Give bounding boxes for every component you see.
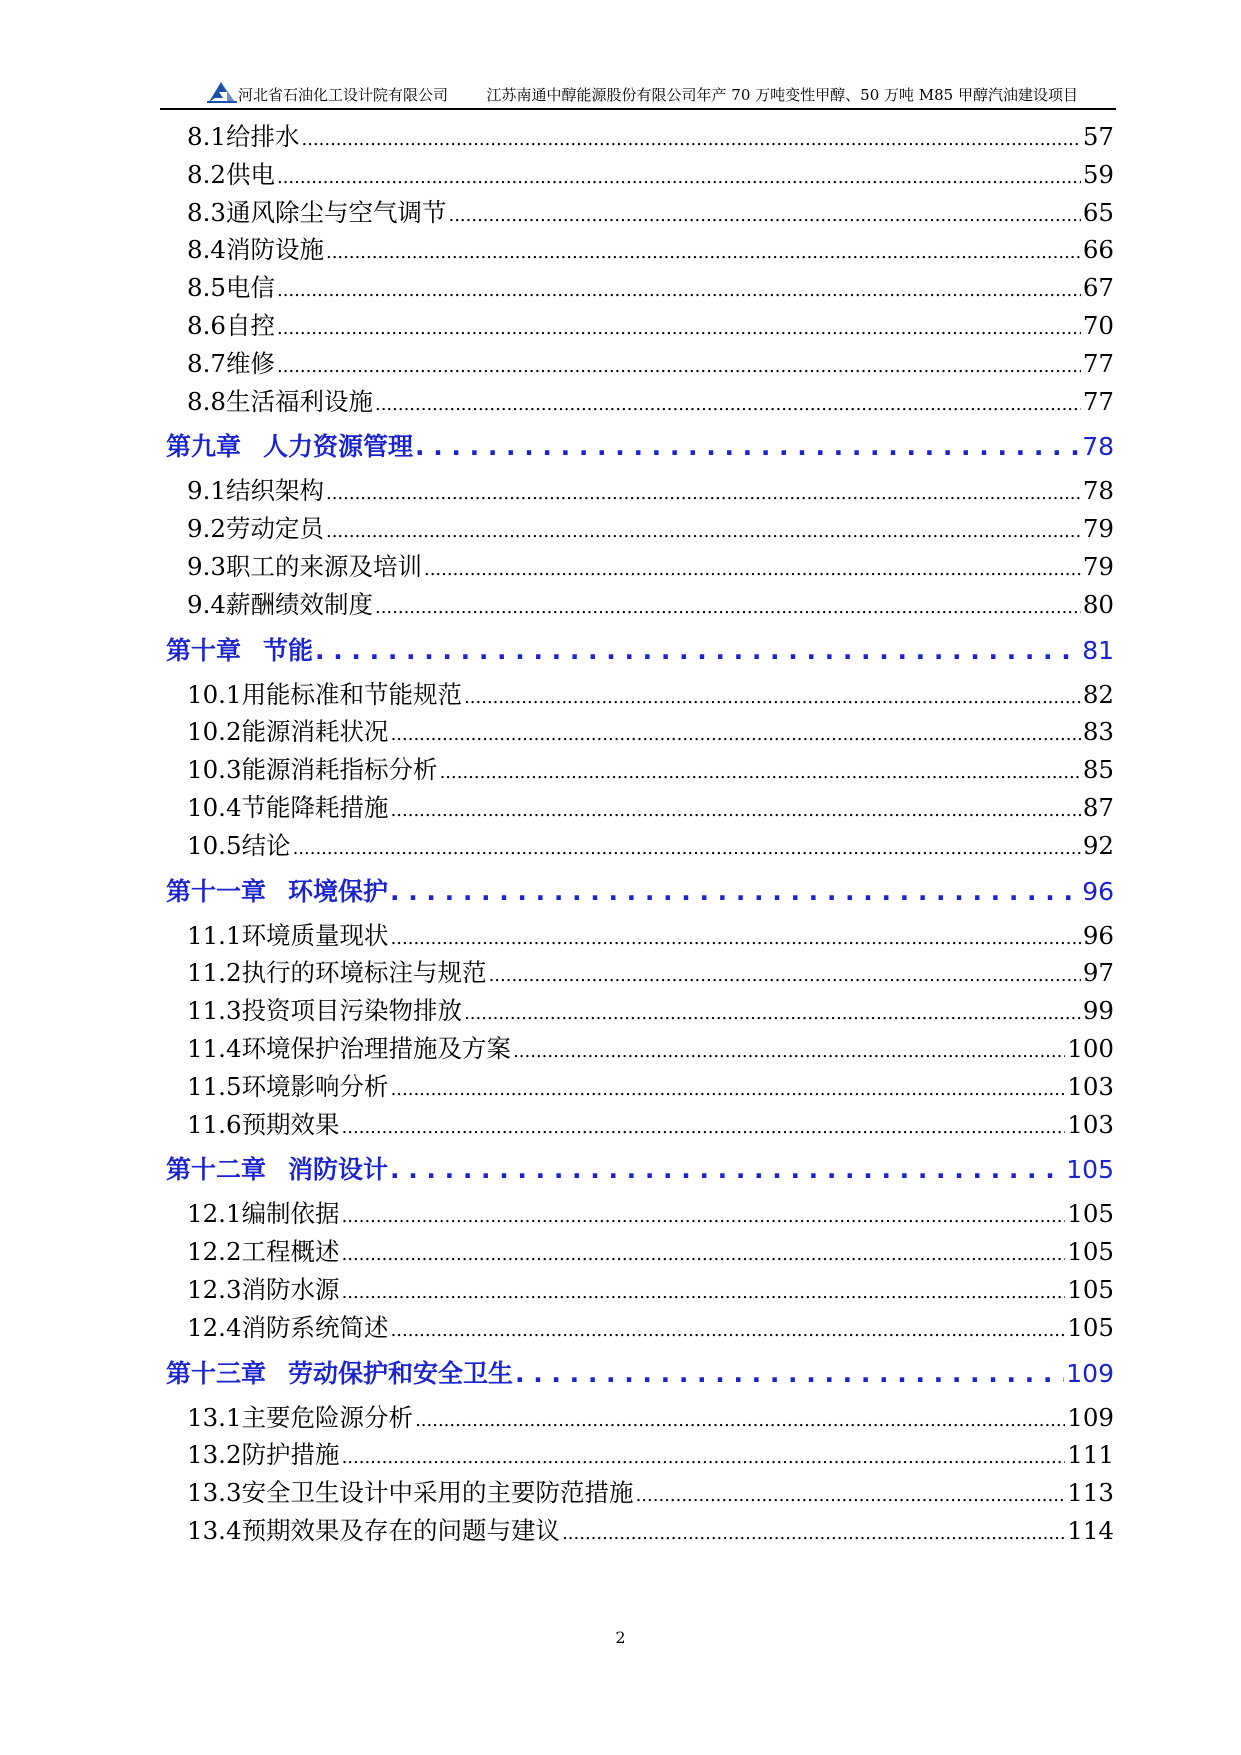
toc-section-entry[interactable] — [166, 1399, 1114, 1437]
toc-section-entry[interactable] — [166, 383, 1114, 421]
toc-section-entry[interactable] — [166, 1233, 1114, 1271]
toc-chapter-entry[interactable] — [166, 865, 1114, 917]
toc-entry-page: 111 — [1067, 1440, 1114, 1470]
toc-entry-number: 12.4 — [187, 1312, 242, 1342]
toc-section-entry[interactable] — [166, 118, 1114, 156]
toc-entry-number: 8.5 — [187, 273, 226, 303]
toc-section-entry[interactable] — [166, 586, 1114, 624]
toc-dot-leader — [277, 345, 1081, 386]
toc-section-entry[interactable] — [166, 231, 1114, 269]
toc-entry-page: 81 — [1082, 635, 1114, 665]
toc-entry-number: 10.4 — [187, 792, 242, 822]
toc-entry-number: 10.3 — [187, 755, 242, 785]
toc-entry-number: 11.2 — [187, 958, 242, 988]
toc-section-entry[interactable] — [166, 751, 1114, 789]
toc-dot-leader — [464, 676, 1081, 717]
header-divider — [160, 108, 1116, 110]
toc-entry-number: 9.3 — [187, 551, 226, 581]
toc-entry-number: 13.4 — [187, 1515, 242, 1545]
toc-entry-title: 结织架构 — [225, 476, 324, 506]
toc-section-entry[interactable] — [166, 1271, 1114, 1309]
table-of-contents — [166, 118, 1114, 1550]
toc-dot-leader — [326, 510, 1081, 551]
toc-entry-title: 节能降耗措施 — [241, 792, 389, 822]
toc-entry-number: 13.2 — [187, 1440, 242, 1470]
toc-chapter-entry[interactable] — [166, 420, 1114, 472]
toc-section-entry[interactable] — [166, 676, 1114, 714]
toc-entry-number: 8.2 — [187, 159, 226, 189]
toc-entry-title: 自控 — [225, 310, 275, 340]
toc-entry-title: 能源消耗状况 — [241, 717, 389, 747]
toc-dot-leader — [277, 156, 1081, 197]
toc-entry-page: 105 — [1066, 1155, 1114, 1185]
toc-dot-leader — [391, 789, 1081, 830]
toc-entry-number: 11.5 — [187, 1071, 242, 1101]
toc-entry-page: 96 — [1082, 876, 1114, 906]
toc-dot-leader — [342, 1271, 1066, 1312]
toc-entry-title: 安全卫生设计中采用的主要防范措施 — [241, 1478, 634, 1508]
toc-dot-leader — [415, 1399, 1065, 1440]
toc-entry-page: 66 — [1082, 235, 1114, 265]
toc-entry-number: 11.3 — [187, 996, 242, 1026]
toc-entry-number: 第十二章 — [166, 1155, 267, 1185]
toc-dot-leader — [293, 827, 1081, 868]
toc-entry-title: 工程概述 — [241, 1237, 340, 1267]
toc-entry-title: 消防设计 — [288, 1155, 389, 1185]
toc-dot-leader — [342, 1195, 1066, 1236]
toc-entry-page: 67 — [1082, 273, 1114, 303]
toc-entry-title: 给排水 — [225, 122, 300, 151]
toc-section-entry[interactable] — [166, 1474, 1114, 1512]
toc-entry-title: 环境保护治理措施及方案 — [241, 1033, 512, 1063]
toc-entry-title: 环境保护 — [288, 876, 389, 906]
toc-dot-leader — [464, 992, 1081, 1033]
toc-entry-page: 114 — [1067, 1515, 1114, 1545]
toc-entry-number: 8.1 — [187, 122, 226, 151]
toc-entry-number: 8.7 — [187, 348, 226, 378]
toc-entry-title: 预期效果及存在的问题与建议 — [241, 1515, 561, 1545]
toc-dot-leader — [515, 1349, 1064, 1399]
toc-entry-number: 10.5 — [187, 830, 242, 860]
toc-entry-number: 第十三章 — [166, 1358, 267, 1388]
toc-dot-leader — [390, 1145, 1064, 1195]
toc-chapter-entry[interactable] — [166, 624, 1114, 676]
toc-entry-title: 供电 — [225, 159, 275, 189]
toc-section-entry[interactable] — [166, 827, 1114, 865]
toc-entry-number: 8.4 — [187, 235, 226, 265]
toc-dot-leader — [326, 472, 1081, 513]
toc-entry-page: 100 — [1067, 1033, 1114, 1063]
toc-entry-page: 99 — [1082, 996, 1114, 1026]
toc-entry-title: 投资项目污染物排放 — [241, 996, 463, 1026]
toc-section-entry[interactable] — [166, 1195, 1114, 1233]
toc-dot-leader — [342, 1436, 1066, 1477]
toc-entry-title: 职工的来源及培训 — [225, 551, 422, 581]
toc-entry-number: 11.4 — [187, 1033, 242, 1063]
toc-chapter-entry[interactable] — [166, 1347, 1114, 1399]
toc-entry-number: 9.1 — [187, 476, 226, 506]
toc-entry-number: 第九章 — [166, 432, 242, 462]
toc-entry-page: 105 — [1067, 1312, 1114, 1342]
toc-entry-title: 维修 — [225, 348, 275, 378]
toc-entry-number: 10.2 — [187, 717, 242, 747]
toc-entry-title: 人力资源管理 — [263, 432, 414, 462]
toc-section-entry[interactable] — [166, 156, 1114, 194]
toc-entry-title: 劳动定员 — [225, 514, 324, 544]
toc-entry-number: 11.6 — [187, 1109, 242, 1139]
toc-dot-leader — [562, 1512, 1065, 1553]
toc-dot-leader — [424, 548, 1081, 589]
toc-dot-leader — [390, 867, 1080, 917]
toc-entry-title: 结论 — [241, 830, 291, 860]
project-title: 江苏南通中醇能源股份有限公司年产 70 万吨变性甲醇、50 万吨 M85 甲醇汽油建设项目 — [486, 86, 1078, 104]
toc-entry-page: 113 — [1067, 1478, 1114, 1508]
toc-entry-page: 105 — [1067, 1199, 1114, 1229]
toc-entry-number: 12.2 — [187, 1237, 242, 1267]
toc-entry-page: 105 — [1067, 1274, 1114, 1304]
toc-dot-leader — [277, 269, 1081, 310]
toc-entry-title: 通风除尘与空气调节 — [225, 197, 447, 227]
toc-dot-leader — [440, 751, 1081, 792]
toc-entry-page: 79 — [1082, 551, 1114, 581]
toc-section-entry[interactable] — [166, 345, 1114, 383]
toc-entry-page: 77 — [1082, 386, 1114, 416]
toc-section-entry[interactable] — [166, 789, 1114, 827]
page-header — [160, 78, 1116, 108]
toc-entry-page: 109 — [1066, 1358, 1114, 1388]
toc-entry-page: 109 — [1067, 1402, 1114, 1432]
toc-entry-title: 主要危险源分析 — [241, 1402, 414, 1432]
toc-section-entry[interactable] — [166, 1106, 1114, 1144]
toc-entry-number: 11.1 — [187, 920, 242, 950]
page-number: 2 — [615, 1628, 626, 1647]
toc-entry-title: 环境影响分析 — [241, 1071, 389, 1101]
toc-entry-title: 用能标准和节能规范 — [241, 679, 463, 709]
toc-entry-title: 防护措施 — [241, 1440, 340, 1470]
toc-section-entry[interactable] — [166, 1030, 1114, 1068]
toc-entry-page: 79 — [1082, 514, 1114, 544]
toc-entry-page: 78 — [1082, 432, 1114, 462]
toc-entry-title: 消防系统简述 — [241, 1312, 389, 1342]
toc-entry-number: 9.2 — [187, 514, 226, 544]
toc-entry-page: 78 — [1082, 476, 1114, 506]
toc-section-entry[interactable] — [166, 713, 1114, 751]
toc-entry-title: 环境质量现状 — [241, 920, 389, 950]
company-logo-icon — [207, 80, 237, 104]
toc-dot-leader — [342, 1233, 1066, 1274]
toc-section-entry[interactable] — [166, 917, 1114, 955]
toc-dot-leader — [513, 1030, 1065, 1071]
toc-section-entry[interactable] — [166, 510, 1114, 548]
toc-dot-leader — [391, 713, 1081, 754]
company-name: 河北省石油化工设计院有限公司 — [238, 86, 449, 104]
toc-entry-page: 77 — [1082, 348, 1114, 378]
toc-entry-page: 96 — [1082, 920, 1114, 950]
toc-entry-title: 消防设施 — [225, 235, 324, 265]
toc-entry-title: 预期效果 — [241, 1109, 340, 1139]
toc-entry-title: 编制依据 — [241, 1199, 340, 1229]
toc-entry-number: 第十一章 — [166, 876, 267, 906]
toc-entry-page: 80 — [1082, 589, 1114, 619]
toc-dot-leader — [489, 954, 1081, 995]
toc-entry-page: 59 — [1082, 159, 1114, 189]
toc-section-entry[interactable] — [166, 269, 1114, 307]
toc-entry-title: 执行的环境标注与规范 — [241, 958, 487, 988]
toc-entry-page: 103 — [1067, 1071, 1114, 1101]
toc-entry-number: 10.1 — [187, 679, 242, 709]
toc-dot-leader — [391, 1309, 1066, 1350]
toc-entry-number: 8.6 — [187, 310, 226, 340]
toc-section-entry[interactable] — [166, 1309, 1114, 1347]
toc-entry-number: 8.8 — [187, 386, 226, 416]
toc-section-entry[interactable] — [166, 194, 1114, 232]
toc-dot-leader — [636, 1474, 1066, 1515]
toc-section-entry[interactable] — [166, 548, 1114, 586]
toc-section-entry[interactable] — [166, 954, 1114, 992]
toc-entry-number: 12.1 — [187, 1199, 242, 1229]
toc-dot-leader — [448, 194, 1080, 235]
toc-entry-page: 83 — [1082, 717, 1114, 747]
toc-entry-page: 85 — [1082, 755, 1114, 785]
toc-section-entry[interactable] — [166, 307, 1114, 345]
toc-entry-number: 13.3 — [187, 1478, 242, 1508]
toc-dot-leader — [375, 383, 1081, 424]
toc-entry-page: 82 — [1082, 679, 1114, 709]
toc-entry-number: 12.3 — [187, 1274, 242, 1304]
toc-dot-leader — [375, 586, 1081, 627]
toc-section-entry[interactable] — [166, 992, 1114, 1030]
toc-section-entry[interactable] — [166, 472, 1114, 510]
toc-entry-page: 97 — [1082, 958, 1114, 988]
toc-dot-leader — [391, 1068, 1066, 1109]
toc-entry-number: 第十章 — [166, 635, 242, 665]
toc-entry-page: 103 — [1067, 1109, 1114, 1139]
toc-dot-leader — [415, 422, 1080, 472]
toc-entry-title: 生活福利设施 — [225, 386, 373, 416]
toc-chapter-entry[interactable] — [166, 1143, 1114, 1195]
toc-dot-leader — [391, 917, 1081, 958]
toc-dot-leader — [326, 231, 1081, 272]
toc-entry-title: 劳动保护和安全卫生 — [288, 1358, 514, 1388]
toc-entry-page: 65 — [1082, 197, 1114, 227]
toc-entry-number: 8.3 — [187, 197, 226, 227]
toc-section-entry[interactable] — [166, 1436, 1114, 1474]
toc-section-entry[interactable] — [166, 1068, 1114, 1106]
toc-entry-title: 薪酬绩效制度 — [225, 589, 373, 619]
toc-dot-leader — [277, 307, 1081, 348]
toc-entry-title: 消防水源 — [241, 1274, 340, 1304]
toc-entry-page: 92 — [1082, 830, 1114, 860]
toc-entry-title: 能源消耗指标分析 — [241, 755, 438, 785]
toc-section-entry[interactable] — [166, 1512, 1114, 1550]
toc-entry-page: 57 — [1082, 122, 1114, 151]
toc-entry-number: 9.4 — [187, 589, 226, 619]
toc-entry-number: 13.1 — [187, 1402, 242, 1432]
toc-dot-leader — [301, 118, 1080, 159]
toc-entry-title: 电信 — [225, 273, 275, 303]
toc-entry-page: 87 — [1082, 792, 1114, 822]
toc-dot-leader — [315, 626, 1080, 676]
toc-dot-leader — [342, 1106, 1066, 1147]
toc-entry-page: 70 — [1082, 310, 1114, 340]
toc-entry-page: 105 — [1067, 1237, 1114, 1267]
toc-entry-title: 节能 — [263, 635, 314, 665]
